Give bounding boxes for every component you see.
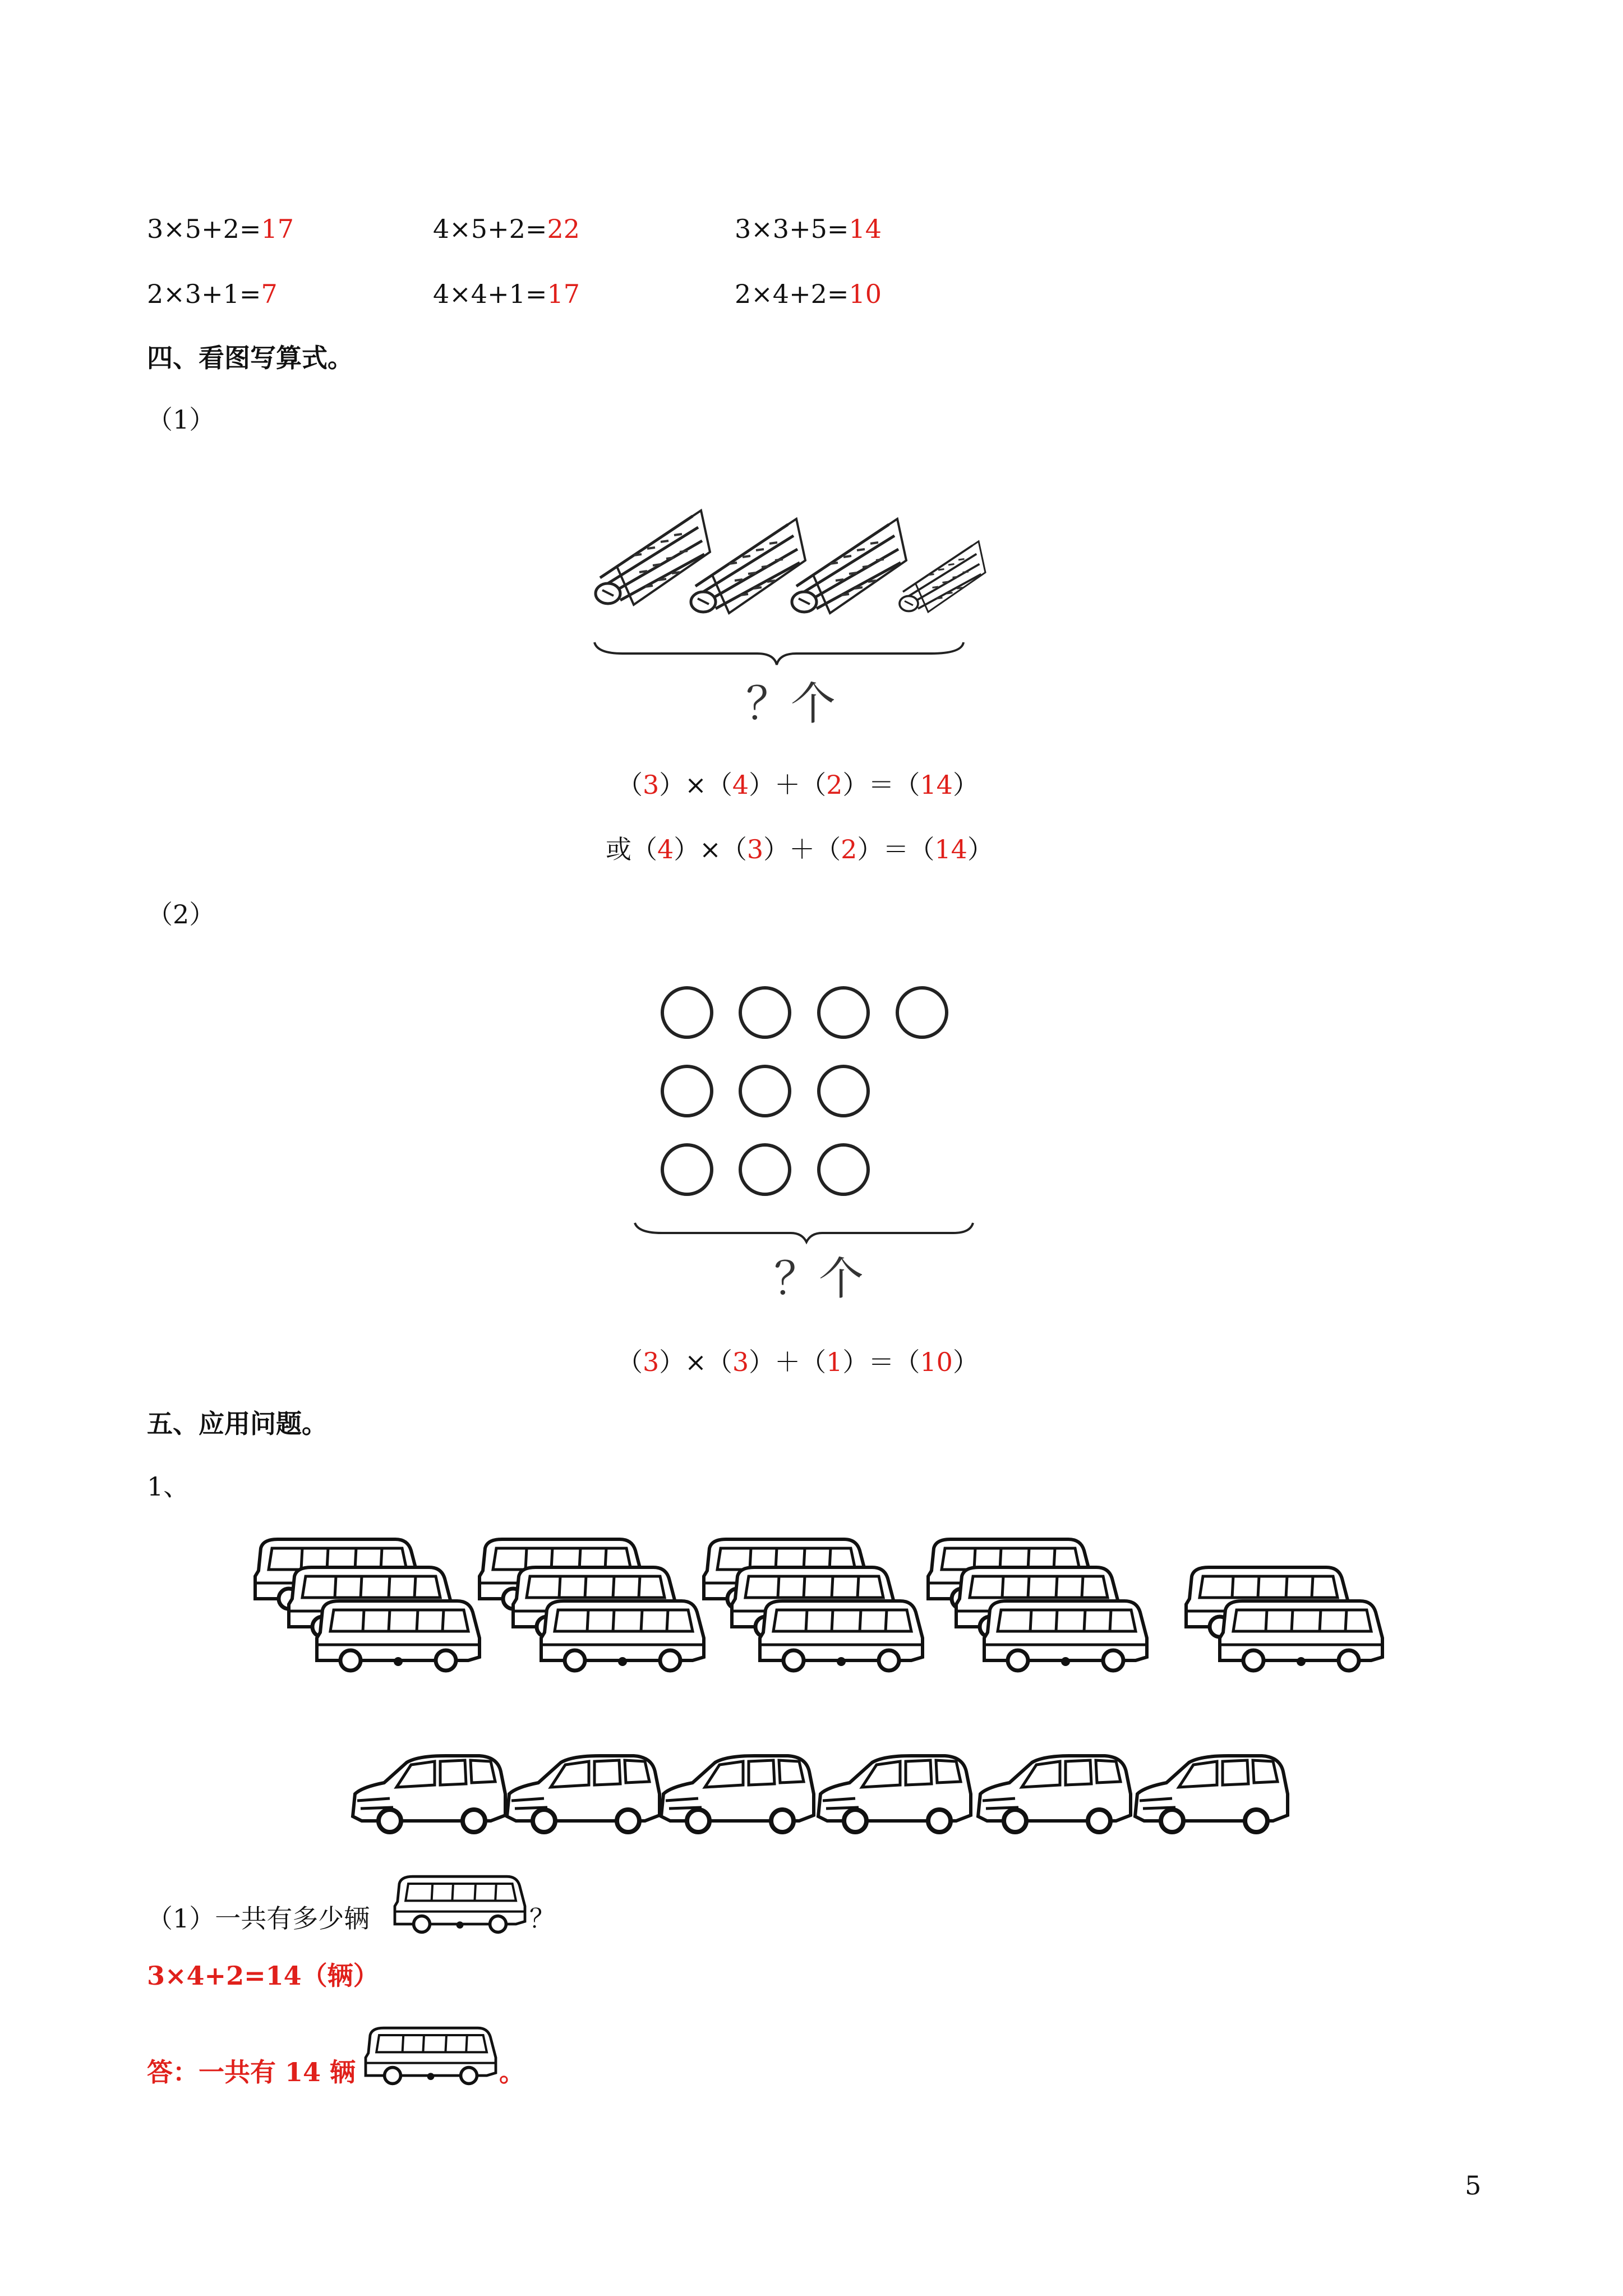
problem-1-question: （1）一共有多少辆 <box>147 1903 370 1934</box>
problem-1-label: 1、 <box>147 1471 190 1502</box>
q2-equation: （3）×（3）＋（1）＝（10） <box>617 1347 979 1377</box>
answer-sentence: 答：一共有 14 辆 <box>147 2057 356 2087</box>
expression: 3×3+5= <box>735 214 849 244</box>
answer: 22 <box>547 214 580 244</box>
answer-formula: 3×4+2=14（辆） <box>147 1961 379 1991</box>
expression: 4×4+1= <box>433 279 547 309</box>
equation-row-1-col-3 <box>735 212 882 246</box>
circles-caption: ？个 <box>774 1253 864 1305</box>
equation-row-1-col-2 <box>433 212 580 246</box>
equation-row-2-col-1 <box>147 277 278 311</box>
van-icon <box>363 2019 498 2087</box>
answer: 17 <box>261 214 294 244</box>
answer-period: 。 <box>499 2057 525 2087</box>
expression: 2×3+1= <box>147 279 261 309</box>
circles-picture <box>623 976 981 1245</box>
expression: 3×5+2= <box>147 214 261 244</box>
answer: 14 <box>849 214 882 244</box>
shuttlecocks-caption: ？个 <box>746 678 836 730</box>
section-4-title: 四、看图写算式。 <box>147 343 353 373</box>
equation-row-1-col-1 <box>147 212 294 246</box>
equation-row-2-col-2 <box>433 277 580 311</box>
expression: 2×4+2= <box>735 279 849 309</box>
page-number: 5 <box>1465 2170 1482 2201</box>
van-icon <box>393 1868 527 1935</box>
question-1-label: （1） <box>147 404 215 435</box>
answer: 17 <box>547 279 580 309</box>
answer: 7 <box>261 279 278 309</box>
expression: 4×5+2= <box>433 214 547 244</box>
question-mark: ？ <box>529 1903 555 1934</box>
question-2-label: （2） <box>147 899 215 930</box>
q1-equation-1: （3）×（4）＋（2）＝（14） <box>617 770 979 800</box>
equation-row-2-col-3 <box>735 277 882 311</box>
vehicles-picture <box>255 1537 1405 1851</box>
q1-equation-2: 或（4）×（3）＋（2）＝（14） <box>606 834 993 864</box>
answer: 10 <box>849 279 882 309</box>
section-5-title: 五、应用问题。 <box>147 1409 328 1439</box>
